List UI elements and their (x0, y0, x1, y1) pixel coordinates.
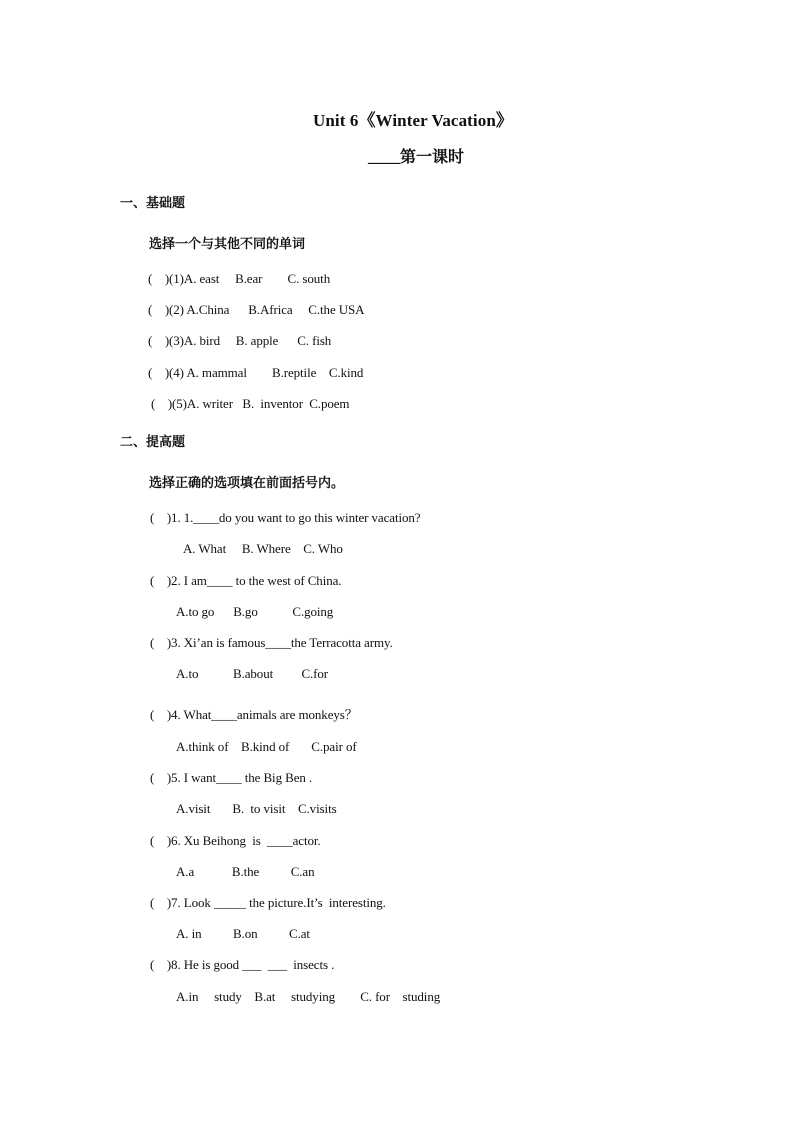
question-options: A.to B.about C.for (176, 666, 329, 681)
page-subtitle: ____第一课时 (367, 149, 464, 166)
page-title: Unit 6《Winter Vacation》 (312, 111, 514, 130)
question-line: ( )(1)A. east B.ear C. south (148, 271, 331, 286)
question-options: A.in study B.at studying C. for studing (176, 989, 441, 1004)
section-heading-advanced: 二、提高题 (120, 434, 186, 449)
section-instruction-advanced: 选择正确的选项填在前面括号内。 (149, 475, 345, 490)
question-options: A. What B. Where C. Who (183, 541, 343, 556)
question-stem: ( )2. I am____ to the west of China. (150, 573, 342, 588)
question-stem: ( )8. He is good ___ ___ insects . (150, 957, 335, 972)
question-stem: ( )6. Xu Beihong is ____actor. (150, 833, 321, 848)
question-stem: ( )7. Look _____ the picture.It’s interesting. (150, 895, 386, 910)
question-options: A. in B.on C.at (176, 926, 310, 941)
question-line: ( )(2) A.China B.Africa C.the USA (148, 302, 365, 317)
question-stem: ( )5. I want____ the Big Ben . (150, 770, 313, 785)
section-heading-basic: 一、基础题 (120, 195, 186, 210)
question-line: ( )(3)A. bird B. apple C. fish (148, 333, 332, 348)
question-options: A.a B.the C.an (176, 864, 315, 879)
question-line: ( )(5)A. writer B. inventor C.poem (151, 396, 350, 411)
question-stem: ( )4. What____animals are monkeys？ (150, 707, 358, 722)
section-instruction-basic: 选择一个与其他不同的单词 (149, 236, 306, 251)
question-options: A.visit B. to visit C.visits (176, 801, 337, 816)
question-line: ( )(4) A. mammal B.reptile C.kind (148, 365, 364, 380)
question-stem: ( )3. Xi’an is famous____the Terracotta army. (150, 635, 393, 650)
question-stem: ( )1. 1.____do you want to go this winter vacation? (150, 510, 421, 525)
question-options: A.think of B.kind of C.pair of (176, 739, 357, 754)
question-options: A.to go B.go C.going (176, 604, 334, 619)
